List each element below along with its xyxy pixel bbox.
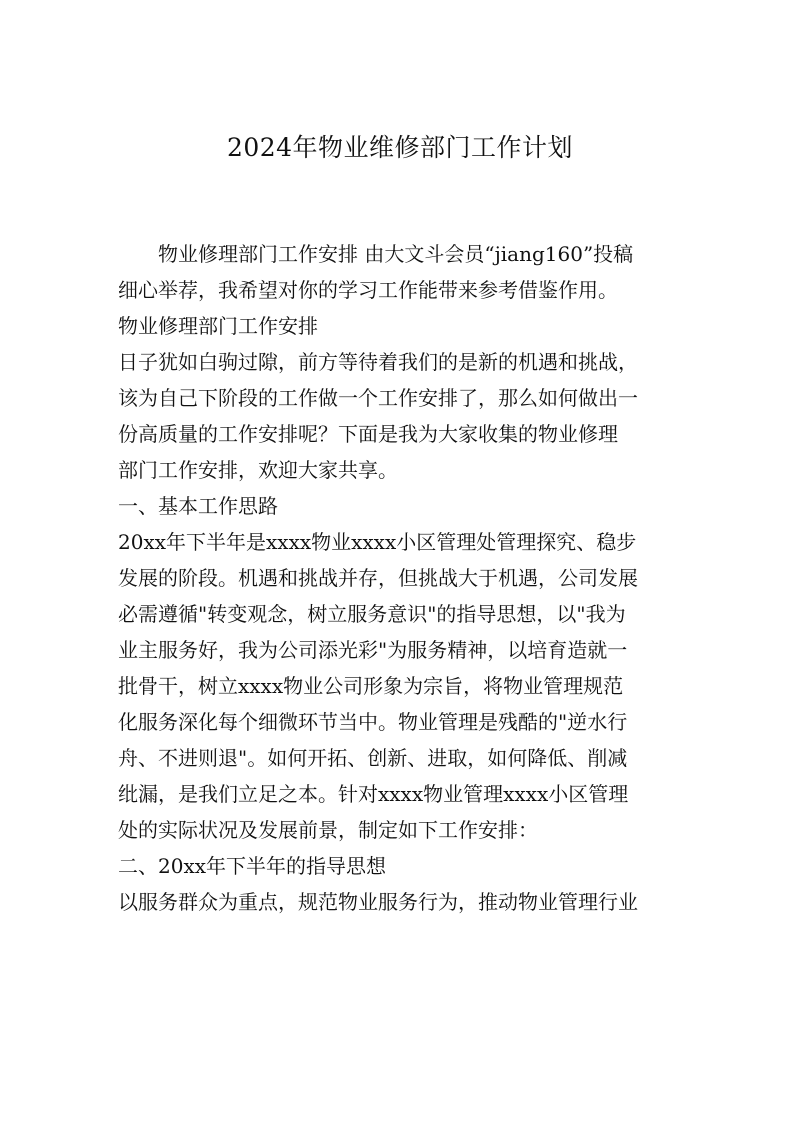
paragraph-line: 物业修理部门工作安排 由大文斗会员“jiang160”投稿 bbox=[158, 242, 634, 266]
paragraph-line: 细心举荐，我希望对你的学习工作能带来参考借鉴作用。 bbox=[118, 278, 618, 302]
paragraph-line: 处的实际状况及发展前景，制定如下工作安排： bbox=[118, 818, 538, 842]
paragraph-line: 日子犹如白驹过隙，前方等待着我们的是新的机遇和挑战， bbox=[118, 350, 638, 374]
paragraph-line: 份高质量的工作安排呢？下面是我为大家收集的物业修理 bbox=[118, 422, 618, 446]
paragraph-line: 该为自己下阶段的工作做一个工作安排了，那么如何做出一 bbox=[118, 386, 638, 410]
paragraph-line: 舟、不进则退"。如何开拓、创新、进取，如何降低、削减 bbox=[118, 746, 628, 770]
paragraph-line: 化服务深化每个细微环节当中。物业管理是残酷的"逆水行 bbox=[118, 710, 628, 734]
document-title: 2024年物业维修部门工作计划 bbox=[226, 133, 574, 162]
section-heading: 一、基本工作思路 bbox=[118, 494, 278, 518]
paragraph-line: 纰漏，是我们立足之本。针对xxxx物业管理xxxx小区管理 bbox=[118, 782, 629, 806]
document-body bbox=[118, 236, 686, 920]
paragraph-line: 部门工作安排，欢迎大家共享。 bbox=[118, 458, 398, 482]
paragraph-line: 发展的阶段。机遇和挑战并存，但挑战大于机遇，公司发展 bbox=[118, 566, 638, 590]
paragraph-line: 业主服务好，我为公司添光彩"为服务精神，以培育造就一 bbox=[118, 638, 628, 662]
paragraph-line: 必需遵循"转变观念，树立服务意识"的指导思想，以"我为 bbox=[118, 602, 626, 626]
paragraph-line: 以服务群众为重点，规范物业服务行为，推动物业管理行业 bbox=[118, 890, 638, 914]
paragraph-line: 批骨干，树立xxxx物业公司形象为宗旨，将物业管理规范 bbox=[118, 674, 624, 698]
paragraph-line: 20xx年下半年是xxxx物业xxxx小区管理处管理探究、稳步 bbox=[118, 530, 637, 554]
section-heading: 二、20xx年下半年的指导思想 bbox=[118, 854, 387, 878]
section-heading: 物业修理部门工作安排 bbox=[118, 314, 318, 338]
